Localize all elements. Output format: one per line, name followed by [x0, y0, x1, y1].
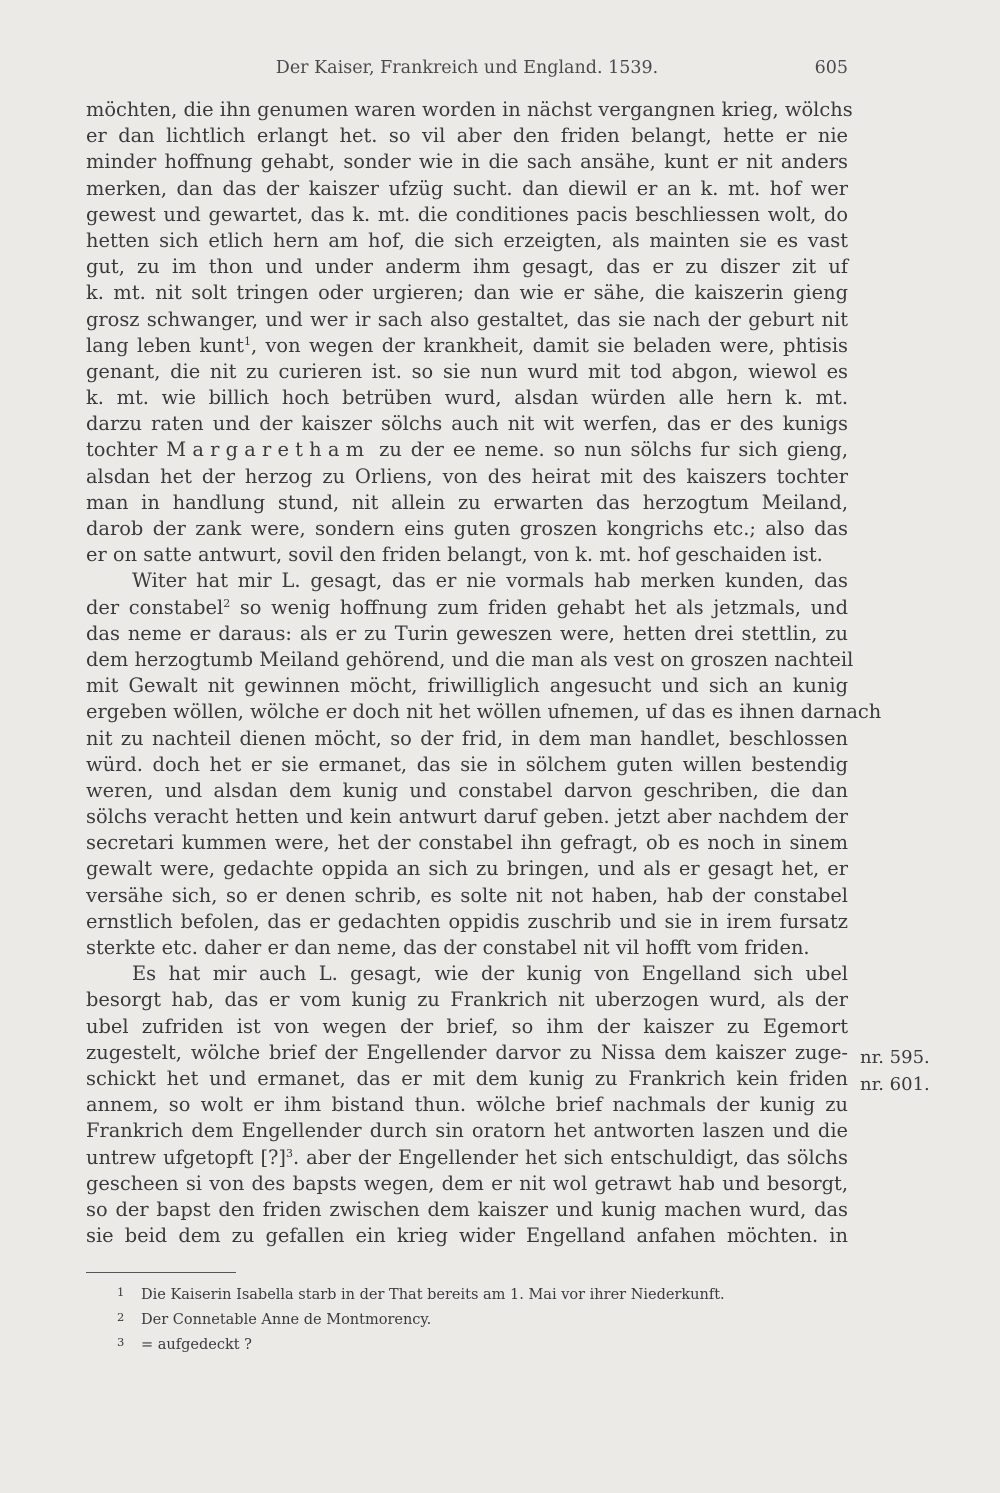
footnote-text: Der Connetable Anne de Montmorency. [141, 1312, 432, 1328]
text-line: ergeben wöllen, wölche er doch nit het wöllen ufnemen, uf das es ihnen darnach [86, 700, 882, 724]
text-line: k. mt. nit solt tringen oder urgieren; dan wie er sähe, die kaiszerin gieng [86, 281, 848, 305]
text-line: schickt het und ermanet, das er mit dem kunig zu Frankrich kein friden [86, 1066, 848, 1090]
text-line: grosz schwanger, und wer ir sach also gestaltet, das sie nach der geburt nit [86, 307, 848, 331]
text-segment: tochter [86, 438, 158, 462]
text-line: möchten, die ihn genumen waren worden in nächst vergangnen krieg, wölchs [86, 98, 853, 121]
text-line [86, 1145, 848, 1171]
text-segment: lang leben kunt [86, 333, 244, 357]
text-line: sölchs veracht hetten und kein antwurt daruf geben. jetzt aber nachdem der [86, 805, 848, 829]
spaced-name: Margaretham [166, 438, 371, 462]
footnote [117, 1280, 725, 1305]
footnote-number: 2 [117, 1310, 125, 1324]
footnote-divider [86, 1272, 236, 1273]
text-line: so der bapst den friden zwischen dem kaiszer und kunig machen wurd, das [86, 1197, 848, 1221]
text-line: man in handlung stund, nit allein zu erwarten das herzogtum Meiland, [86, 490, 848, 514]
text-line: alsdan het der herzog zu Orliens, von des heirat mit des kaiszers tochter [86, 464, 848, 488]
text-line: weren, und alsdan dem kunig und constabel darvon geschriben, die dan [86, 778, 848, 802]
text-line: das neme er daraus: als er zu Turin geweszen were, hetten drei stettlin, zu [86, 621, 848, 645]
text-line: nit zu nachteil dienen möcht, so der frid, in dem man handlet, beschlossen [86, 726, 848, 750]
text-line [86, 333, 848, 359]
text-line: gewalt were, gedachte oppida an sich zu bringen, und als er gesagt het, er [86, 857, 848, 881]
text-line: gescheen si von des bapsts wegen, dem er nit wol getrawt hab und besorgt, [86, 1171, 848, 1195]
text-line: darob der zank were, sondern eins guten groszen kongrichs etc.; also das [86, 517, 848, 540]
text-line: secretari kummen were, het der constabel ihn gefragt, ob es noch in sinem [86, 831, 848, 855]
footnote-text: = aufgedeckt ? [141, 1337, 252, 1353]
text-segment: zu der ee neme. so nun sölchs fur sich gieng, [379, 438, 848, 462]
text-line: k. mt. wie billich hoch betrüben wurd, alsdan würden alle hern k. mt. [86, 386, 848, 410]
footnote-number: 3 [117, 1335, 125, 1349]
text-line: besorgt hab, das er vom kunig zu Frankrich nit uberzogen wurd, als der [86, 988, 848, 1012]
text-line: Witer hat mir L. gesagt, das er nie vormals hab merken kunden, das [132, 569, 848, 593]
running-head: Der Kaiser, Frankreich und England. 1539. [275, 58, 659, 78]
text-line: sterkte etc. daher er dan neme, das der constabel nit vil hofft vom friden. [86, 936, 810, 959]
text-segment: , von wegen der krankheit, damit sie beladen were, phtisis [250, 333, 848, 357]
text-line: mit Gewalt nit gewinnen möcht, friwilliglich angesucht und sich an kunig [86, 674, 848, 698]
text-line: würd. doch het er sie ermanet, das sie in sölchem guten willen bestendig [86, 752, 848, 776]
text-segment: der constabel [86, 595, 224, 619]
margin-reference: nr. 601. [860, 1074, 930, 1095]
text-line [86, 595, 848, 621]
text-line: zugestelt, wölche brief der Engellender darvor zu Nissa dem kaiszer zuge- [86, 1040, 848, 1064]
text-line: er dan lichtlich erlangt het. so vil aber den friden belangt, hette er nie [86, 124, 848, 148]
footnote-ref: 1 [243, 334, 251, 348]
text-line: Frankrich dem Engellender durch sin oratorn het antworten laszen und die [86, 1119, 848, 1143]
text-line [86, 437, 848, 463]
text-line: minder hoffnung gehabt, sonder wie in die sach ansähe, kunt er nit anders [86, 150, 848, 174]
text-segment: untrew ufgetopft [?] [86, 1145, 287, 1169]
text-line: hetten sich etlich hern am hof, die sich erzeigten, als mainten sie es vast [86, 228, 848, 252]
text-line: annem, so wolt er ihm bistand thun. wölche brief nachmals der kunig zu [86, 1093, 848, 1117]
text-line: ernstlich befolen, das er gedachten oppidis zuschrib und sie in irem fursatz [86, 909, 848, 933]
main-text [86, 97, 882, 1249]
text-line: dem herzogtumb Meiland gehörend, und die man als vest on groszen nachteil [86, 647, 854, 671]
page-number: 605 [814, 58, 848, 78]
text-line: gewest und gewartet, das k. mt. die conditiones pacis beschliessen wolt, do [86, 202, 848, 226]
footnote [117, 1305, 725, 1330]
text-segment: so wenig hoffnung zum friden gehabt het als jetzmals, und [230, 595, 848, 619]
text-line: Es hat mir auch L. gesagt, wie der kunig von Engelland sich ubel [132, 962, 848, 986]
text-line: genant, die nit zu curieren ist. so sie nun wurd mit tod abgon, wiewol es [86, 359, 848, 383]
text-line: sie beid dem zu gefallen ein krieg wider Engelland anfahen möchten. in [86, 1224, 848, 1248]
text-line: darzu raten und der kaiszer sölchs auch nit wit werfen, das er des kunigs [86, 412, 848, 436]
page-header [86, 58, 848, 88]
text-line: merken, dan das der kaiszer ufzüg sucht. dan diewil er an k. mt. hof wer [86, 176, 848, 200]
footnote-number: 1 [117, 1285, 125, 1299]
footnote-ref: 3 [286, 1146, 294, 1160]
text-line: versähe sich, so er denen schrib, es solte nit not haben, hab der constabel [86, 883, 848, 907]
text-line: er on satte antwurt, sovil den friden belangt, von k. mt. hof geschaiden ist. [86, 543, 823, 567]
footnotes [117, 1280, 725, 1355]
text-segment: . aber der Engellender het sich entschuldigt, das sölchs [293, 1145, 848, 1169]
footnote-text: Die Kaiserin Isabella starb in der That bereits am 1. Mai vor ihrer Niederkunft. [141, 1287, 725, 1303]
text-line: gut, zu im thon und under anderm ihm gesagt, das er zu diszer zit uf [86, 255, 848, 279]
text-line: ubel zufriden ist von wegen der brief, so ihm der kaiszer zu Egemort [86, 1014, 848, 1038]
margin-reference: nr. 595. [860, 1047, 930, 1068]
footnote-ref: 2 [223, 596, 231, 610]
footnote [117, 1330, 725, 1355]
